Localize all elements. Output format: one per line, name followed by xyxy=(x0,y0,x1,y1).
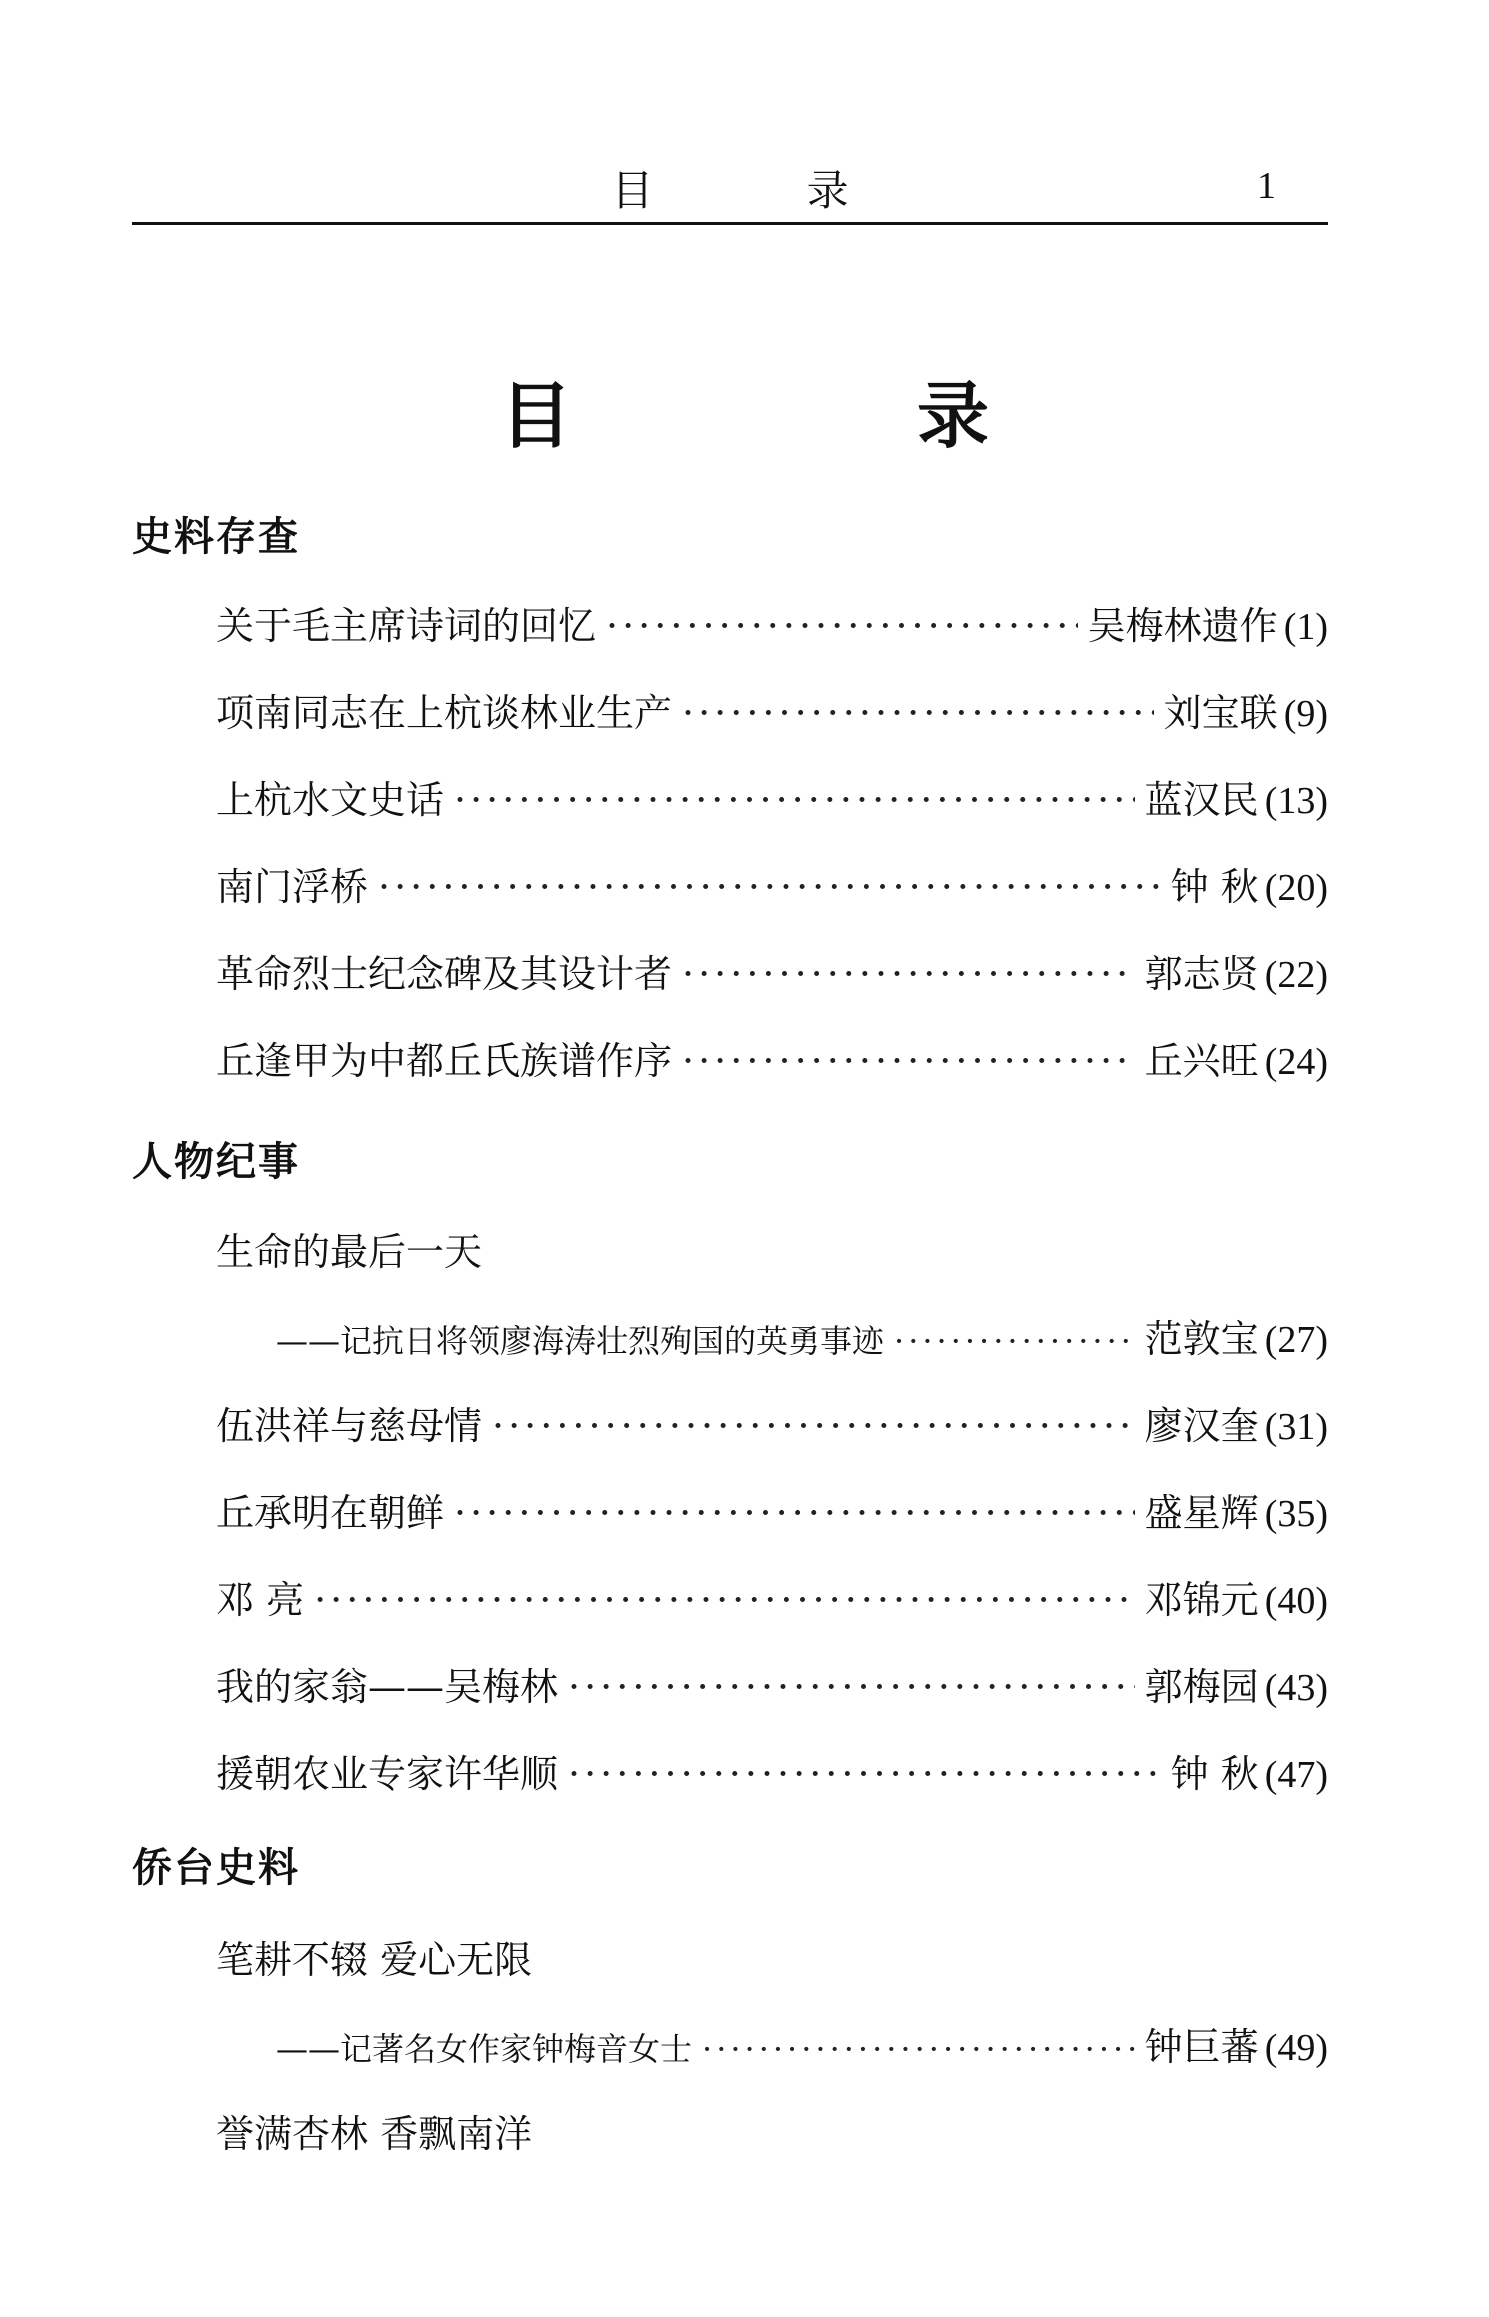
dot-leader xyxy=(454,1483,1135,1543)
entry-page: (27) xyxy=(1264,1319,1328,1361)
entry-author: 钟 秋 xyxy=(1170,1752,1259,1796)
entry-author: 刘宝联 xyxy=(1163,691,1278,735)
entry-subtitle: ——记著名女作家钟梅音女士 xyxy=(276,2030,693,2068)
dot-leader xyxy=(682,683,1154,743)
entry-page: (49) xyxy=(1264,2027,1328,2069)
toc-entry[interactable] xyxy=(216,770,1328,830)
entry-title: 笔耕不辍 爱心无限 xyxy=(216,1938,533,1982)
dot-leader xyxy=(894,1311,1135,1371)
entry-author: 丘兴旺 xyxy=(1144,1039,1259,1083)
entry-page: (22) xyxy=(1264,954,1328,996)
entry-author: 吴梅林遗作 xyxy=(1087,604,1278,648)
entry-page: (43) xyxy=(1264,1667,1328,1709)
toc-title: 目 录 xyxy=(499,374,1150,458)
entry-title: 誉满杏林 香飘南洋 xyxy=(216,2112,533,2156)
entry-author: 范敦宝 xyxy=(1144,1317,1259,1361)
entry-page: (9) xyxy=(1283,693,1328,735)
toc-entry[interactable] xyxy=(216,683,1328,743)
entry-author: 郭志贤 xyxy=(1144,952,1259,996)
entry-author: 邓锦元 xyxy=(1144,1578,1259,1622)
dot-leader xyxy=(568,1744,1161,1804)
toc-entry[interactable] xyxy=(216,857,1328,917)
toc-entry[interactable] xyxy=(216,1483,1328,1543)
dot-leader xyxy=(314,1570,1135,1630)
toc-entry[interactable] xyxy=(216,1396,1328,1456)
section-heading-2: 人物纪事 xyxy=(132,1139,300,1185)
dot-leader xyxy=(492,1396,1135,1456)
toc-entry[interactable] xyxy=(216,1570,1328,1630)
dot-leader xyxy=(702,2019,1135,2079)
dot-leader xyxy=(568,1657,1135,1717)
dot-leader xyxy=(682,1031,1135,1091)
toc-entry[interactable] xyxy=(216,1930,1328,1990)
toc-entry[interactable] xyxy=(216,1657,1328,1717)
toc-entry[interactable] xyxy=(216,596,1328,656)
entry-title: 生命的最后一天 xyxy=(216,1230,483,1274)
entry-title: 丘逢甲为中都丘氏族谱作序 xyxy=(216,1039,673,1083)
dot-leader xyxy=(454,770,1135,830)
entry-author: 蓝汉民 xyxy=(1144,778,1259,822)
entry-title: 革命烈士纪念碑及其设计者 xyxy=(216,952,673,996)
toc-entry[interactable] xyxy=(216,2104,1328,2164)
entry-page: (40) xyxy=(1264,1580,1328,1622)
dot-leader xyxy=(606,596,1078,656)
section-heading-3: 侨台史料 xyxy=(132,1845,300,1891)
entry-page: (35) xyxy=(1264,1493,1328,1535)
toc-subentry[interactable] xyxy=(276,2017,1328,2077)
dot-leader xyxy=(682,944,1135,1004)
toc-entry[interactable] xyxy=(216,1031,1328,1091)
entry-subtitle: ——记抗日将领廖海涛壮烈殉国的英勇事迹 xyxy=(276,1322,885,1360)
entry-author: 钟巨蕃 xyxy=(1144,2025,1259,2069)
entry-title: 邓 亮 xyxy=(216,1578,305,1622)
entry-page: (31) xyxy=(1264,1406,1328,1448)
entry-page: (1) xyxy=(1283,606,1328,648)
toc-entry[interactable] xyxy=(216,944,1328,1004)
entry-title: 南门浮桥 xyxy=(216,865,369,909)
toc-entry[interactable] xyxy=(216,1222,1328,1282)
running-head-title: 目 录 xyxy=(611,166,919,215)
entry-author: 盛星辉 xyxy=(1144,1491,1259,1535)
entry-title: 伍洪祥与慈母情 xyxy=(216,1404,483,1448)
entry-author: 廖汉奎 xyxy=(1144,1404,1259,1448)
entry-author: 钟 秋 xyxy=(1170,865,1259,909)
entry-author: 郭梅园 xyxy=(1144,1665,1259,1709)
entry-page: (13) xyxy=(1264,780,1328,822)
section-heading-1: 史料存查 xyxy=(132,514,300,560)
page-number: 1 xyxy=(1257,165,1276,207)
entry-page: (24) xyxy=(1264,1041,1328,1083)
toc-entry[interactable] xyxy=(216,1744,1328,1804)
entry-title: 上杭水文史话 xyxy=(216,778,445,822)
dot-leader xyxy=(378,857,1161,917)
toc-subentry[interactable] xyxy=(276,1309,1328,1369)
entry-page: (20) xyxy=(1264,867,1328,909)
entry-title: 关于毛主席诗词的回忆 xyxy=(216,604,597,648)
entry-title: 我的家翁——吴梅林 xyxy=(216,1665,559,1709)
entry-title: 丘承明在朝鲜 xyxy=(216,1491,445,1535)
entry-title: 项南同志在上杭谈林业生产 xyxy=(216,691,673,735)
running-head xyxy=(132,150,1328,225)
entry-page: (47) xyxy=(1264,1754,1328,1796)
entry-title: 援朝农业专家许华顺 xyxy=(216,1752,559,1796)
